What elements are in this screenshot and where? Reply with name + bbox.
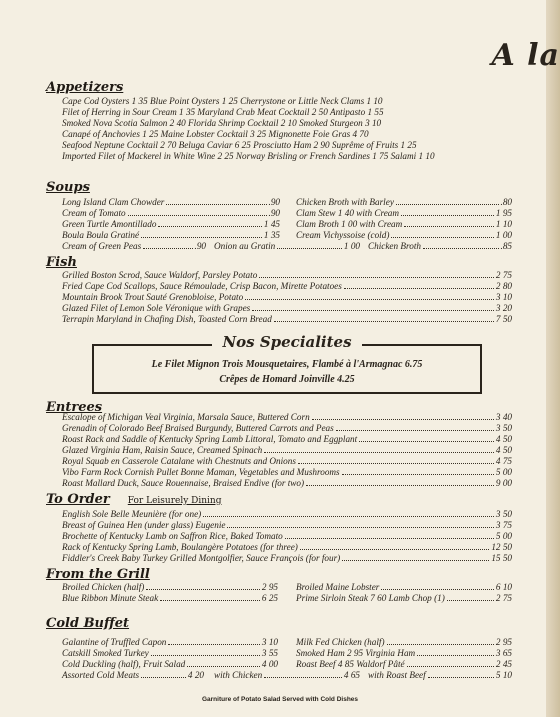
specialties-box — [92, 333, 482, 394]
section-title-soups: Soups — [46, 180, 90, 195]
soup-item: Boula Boula Gratiné 1 35 — [62, 230, 280, 240]
appetizer-row: Smoked Nova Scotia Salmon 2 40 Florida Shrimp Cocktail 2 10 Smoked Sturgeon 3 10 — [62, 118, 382, 128]
soup-item: Cream of Tomato .90 — [62, 208, 280, 218]
appetizer-row: Imported Filet of Mackerel in White Wine 2 25 Norway Brisling or French Sardines 1 75 Salami 1 10 — [62, 151, 435, 161]
specialty-line: Le Filet Mignon Trois Mousquetaires, Flambé à l'Armagnac 6.75 — [151, 359, 423, 370]
entree-item: Vibo Farm Rock Cornish Pullet Bonne Maman, Vegetables and Mushrooms 5 00 — [62, 467, 512, 477]
section-title-fish: Fish — [46, 255, 77, 270]
page-edge — [546, 0, 560, 717]
grill-item: Prime Sirloin Steak 7 60 Lamb Chop (1) 2 75 — [296, 593, 512, 603]
soup-item: Cream Vichyssoise (cold) 1 00 — [296, 230, 512, 240]
cold-item: Assorted Cold Meats 4 20 — [62, 670, 204, 680]
fish-item: Mountain Brook Trout Sauté Grenobloise, Potato 3 10 — [62, 292, 512, 302]
soup-item: Onion au Gratin 1 00 — [214, 241, 360, 251]
grill-item: Broiled Maine Lobster 6 10 — [296, 582, 512, 592]
cold-item: Cold Duckling (half), Fruit Salad 4 00 — [62, 659, 278, 669]
soup-item: Long Island Clam Chowder .90 — [62, 197, 280, 207]
entree-item: Royal Squab en Casserole Catalane with Chestnuts and Onions 4 75 — [62, 456, 512, 466]
grill-item: Broiled Chicken (half) 2 95 — [62, 582, 278, 592]
cold-item: Smoked Ham 2 95 Virginia Ham 3 65 — [296, 648, 512, 658]
entree-item: Grenadin of Colorado Beef Braised Burgundy, Buttered Carrots and Peas 3 50 — [62, 423, 512, 433]
specialties-title: Nos Specialites — [212, 333, 361, 351]
garniture-note: Garniture of Potato Salad Served with Cold Dishes — [201, 696, 359, 703]
appetizer-row: Seafood Neptune Cocktail 2 70 Beluga Caviar 6 25 Prosciutto Ham 2 90 Suprême of Fruits 1 25 — [62, 140, 417, 150]
to-order-note: For Leisurely Dining — [127, 496, 222, 506]
section-title-cold-buffet: Cold Buffet — [46, 616, 130, 631]
cold-item: Roast Beef 4 85 Waldorf Pâté 2 45 — [296, 659, 512, 669]
appetizer-row: Canapé of Anchovies 1 25 Maine Lobster Cocktail 3 25 Mignonette Foie Gras 4 70 — [62, 129, 369, 139]
appetizer-row: Filet of Herring in Sour Cream 1 35 Maryland Crab Meat Cocktail 2 50 Antipasto 1 55 — [62, 107, 384, 117]
cold-item: with Chicken 4 65 — [214, 670, 360, 680]
soup-item: Green Turtle Amontillado 1 45 — [62, 219, 280, 229]
appetizer-row: Cape Cod Oysters 1 35 Blue Point Oysters 1 25 Cherrystone or Little Neck Clams 1 10 — [62, 96, 383, 106]
grill-item: Blue Ribbon Minute Steak 6 25 — [62, 593, 278, 603]
menu-brand: A la — [491, 38, 560, 73]
cold-item: Galantine of Truffled Capon 3 10 — [62, 637, 278, 647]
soup-item: Clam Stew 1 40 with Cream 1 95 — [296, 208, 512, 218]
soup-item: Cream of Green Peas .90 — [62, 241, 206, 251]
entree-item: Roast Mallard Duck, Sauce Rouennaise, Braised Endive (for two) 9 00 — [62, 478, 512, 488]
soup-item: Clam Broth 1 00 with Cream 1 10 — [296, 219, 512, 229]
fish-item: Fried Cape Cod Scallops, Sauce Rémoulade, Crisp Bacon, Mirette Potatoes 2 80 — [62, 281, 512, 291]
entree-item: Escalope of Michigan Veal Virginia, Marsala Sauce, Buttered Corn 3 40 — [62, 412, 512, 422]
fish-item: Grilled Boston Scrod, Sauce Waldorf, Parsley Potato 2 75 — [62, 270, 512, 280]
order-item: English Sole Belle Meunière (for one) 3 50 — [62, 509, 512, 519]
cold-item: Milk Fed Chicken (half) 2 95 — [296, 637, 512, 647]
entree-item: Glazed Virginia Ham, Raisin Sauce, Creamed Spinach 4 50 — [62, 445, 512, 455]
cold-item: Catskill Smoked Turkey 3 55 — [62, 648, 278, 658]
specialty-line: Crêpes de Homard Joinville 4.25 — [219, 374, 355, 385]
section-title-appetizers: Appetizers — [46, 80, 124, 95]
cold-item: with Roast Beef 5 10 — [368, 670, 512, 680]
section-title-entrees: Entrees — [46, 400, 103, 415]
order-item: Fiddler's Creek Baby Turkey Grilled Montgolfier, Sauce François (for four) 15 50 — [62, 553, 512, 563]
fish-item: Glazed Filet of Lemon Sole Véronique with Grapes 3 20 — [62, 303, 512, 313]
fish-item: Terrapin Maryland in Chafing Dish, Toasted Corn Bread 7 50 — [62, 314, 512, 324]
entree-item: Roast Rack and Saddle of Kentucky Spring Lamb Littoral, Tomato and Eggplant 4 50 — [62, 434, 512, 444]
order-item: Breast of Guinea Hen (under glass) Eugenie 3 75 — [62, 520, 512, 530]
order-item: Rack of Kentucky Spring Lamb, Boulangère Potatoes (for three) 12 50 — [62, 542, 512, 552]
soup-item: Chicken Broth .85 — [368, 241, 512, 251]
soup-item: Chicken Broth with Barley .80 — [296, 197, 512, 207]
order-item: Brochette of Kentucky Lamb on Saffron Rice, Baked Tomato 5 00 — [62, 531, 512, 541]
section-title-to-order: To Order For Leisurely Dining — [46, 492, 222, 507]
section-title-grill: From the Grill — [46, 567, 150, 582]
